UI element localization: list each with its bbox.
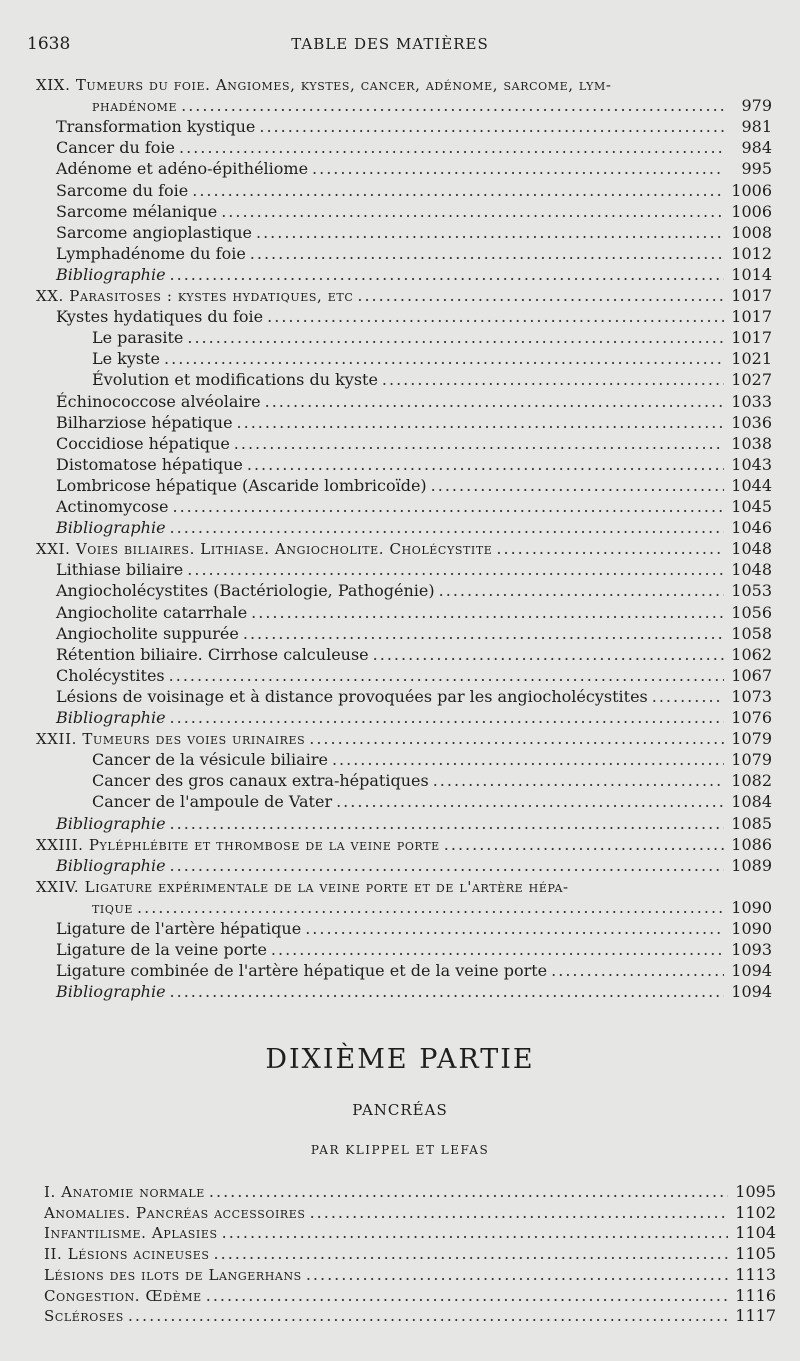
leader-dots [247,454,724,476]
toc-entry-label: Actinomycose [56,497,169,516]
toc-entry-page: 1090 [731,897,772,917]
toc-entry [36,728,772,750]
toc-entry-label: Lithiase biliaire [56,560,184,580]
leader-dots [332,749,724,771]
toc-entry-label: Lésions de voisinage et à distance provoquées par les angiocholécystites [56,686,648,706]
toc-entry [44,1222,776,1244]
toc-entry [44,1202,776,1224]
toc-entry-page: 1008 [731,222,772,242]
toc-entry-page: 1082 [731,771,772,791]
toc-entry [56,137,772,159]
toc-entry-label: Angiocholite suppurée [56,623,239,643]
toc-entry [56,602,772,624]
toc-entry [56,707,772,729]
toc-entry [56,559,772,581]
toc-entry [44,1305,776,1327]
toc-entry [56,665,772,687]
toc-entry-page: 1053 [731,581,772,601]
toc-entry [56,939,772,961]
toc-entry-label: Cholécystites [56,665,165,685]
leader-dots [137,897,724,919]
leader-dots [237,412,724,434]
toc-entry [56,222,772,244]
toc-entry-label: Angiocholite catarrhale [56,602,248,622]
toc-entry [56,496,772,518]
leader-dots [357,285,724,307]
toc-entry [56,433,772,455]
toc-entry [56,306,772,328]
leader-dots [170,855,724,877]
toc-entry-page: 1117 [735,1306,776,1326]
leader-dots [187,559,724,581]
toc-entry-label: Ligature combinée de l'artère hépatique et de la veine porte [56,961,548,981]
leader-dots [312,158,724,180]
toc-entry-page: 1094 [731,961,772,981]
toc-entry-label: XXII. Tumeurs des voies urinaires [36,730,306,749]
toc-entry [56,918,772,940]
toc-entry-page: 1017 [731,307,772,327]
leader-dots [259,116,724,138]
toc-entry-label: Transformation kystique [56,117,256,137]
toc-entry-label: Bibliographie [56,813,166,833]
leader-dots [206,1285,728,1307]
toc-entry [36,285,772,307]
toc-entry-page: 1056 [731,602,772,622]
toc-entry [56,454,772,476]
toc-entry-page: 1062 [731,644,772,664]
toc-entry [56,960,772,982]
toc-entry [56,391,772,413]
toc-entry-label: Scléroses [44,1307,124,1326]
page-number: 1638 [27,34,71,54]
leader-dots [170,264,724,286]
toc-entry-label: Sarcome mélanique [56,201,218,221]
toc-entry-page: 1094 [731,982,772,1002]
leader-dots [243,623,724,645]
toc-entry-page: 1093 [731,940,772,960]
toc-entry-label: XX. Parasitoses : kystes hydatiques, etc [36,287,354,305]
toc-entry-label: XXIII. Pyléphlébite et thrombose de la veine porte [36,835,440,854]
toc-entry-label: Ligature de l'artère hépatique [56,919,302,938]
toc-entry-page: 1017 [731,286,772,305]
toc-entry-page: 1076 [731,708,772,727]
leader-dots [265,391,724,413]
toc-entry [56,644,772,666]
toc-entry-label: Échinococcose alvéolaire [56,391,261,411]
leader-dots [192,180,724,202]
toc-entry-label: Lymphadénome du foie [56,243,246,263]
toc-entry-page: 1036 [731,412,772,432]
toc-entry-label: Cancer du foie [56,138,176,158]
toc-entry-label: XXI. Voies biliaires. Lithiase. Angiocholite. Cholécystite [36,540,493,559]
toc-entry [44,1243,776,1265]
leader-dots [170,707,724,729]
toc-entry-page: 1012 [731,243,772,263]
toc-entry-page: 1073 [731,686,772,706]
toc-entry-page: 1006 [731,180,772,200]
toc-entry-label: Kystes hydatiques du foie [56,307,264,327]
toc-entry [92,770,772,792]
leader-dots [305,918,724,940]
toc-entry-page: 1084 [731,792,772,812]
toc-entry-label: Ligature de la veine porte [56,940,267,960]
running-header [0,34,800,58]
toc-entry [92,897,772,919]
toc-entry-page: 981 [741,117,772,137]
toc-entry [56,158,772,180]
leader-dots [496,538,724,560]
leader-dots [128,1305,728,1327]
toc-entry-page: 1085 [731,813,772,833]
leader-dots [373,644,724,666]
toc-entry-label: Cancer des gros canaux extra-hépatiques [92,771,429,791]
toc-entry-label: Distomatose hépatique [56,454,243,474]
toc-entry [56,243,772,265]
toc-entry-page: 1116 [735,1285,776,1305]
toc-entry-page: 1048 [731,539,772,559]
toc-entry-label: Infantilisme. Aplasies [44,1224,218,1243]
toc-entry-page: 1043 [731,454,772,474]
toc-entry [56,180,772,202]
toc-entry [56,813,772,835]
toc-entry [56,116,772,138]
leader-dots [170,517,724,539]
toc-entry-page: 1102 [735,1202,776,1222]
toc-entry-label: Anomalies. Pancréas accessoires [44,1203,306,1222]
toc-entry [56,855,772,877]
leader-dots [170,813,724,835]
toc-entry-page: 1067 [731,665,772,685]
toc-entry-page: 1021 [731,349,772,369]
toc-entry-label: Sarcome angioplastique [56,222,252,242]
toc-entry [44,1285,776,1307]
leader-dots [551,960,724,982]
toc-entry [92,348,772,370]
toc-entry-label: Rétention biliaire. Cirrhose calculeuse [56,644,369,664]
toc-entry [56,475,772,497]
leader-dots [187,327,724,349]
toc-entry-label: Bibliographie [56,264,166,284]
toc-entry-label: Le kyste [92,349,161,369]
toc-entry-label: Cancer de l'ampoule de Vater [92,792,333,812]
toc-entry-label: tique [92,898,134,917]
leader-dots [444,834,724,856]
toc-entry [36,834,772,856]
toc-entry [36,538,772,560]
leader-dots [433,770,724,792]
part-subject: PANCRÉAS [352,1101,448,1119]
leader-dots [336,791,724,813]
leader-dots [170,981,724,1003]
toc-entry-page: 1027 [731,370,772,390]
toc-entry-page: 1044 [731,475,772,495]
leader-dots [181,95,724,117]
leader-dots [221,201,724,223]
leader-dots [164,348,724,370]
toc-entry-label: XXIV. Ligature expérimentale de la veine porte et de l'artère hépa- [36,877,569,896]
leader-dots [309,728,724,750]
toc-entry-label: Lésions des ilots de Langerhans [44,1265,302,1284]
toc-entry-label: Congestion. Œdème [44,1286,202,1305]
toc-entry [92,327,772,349]
toc-entry-label: II. Lésions acineuses [44,1245,210,1264]
toc-entry [56,264,772,286]
leader-dots [256,222,724,244]
toc-entry-label: Évolution et modifications du kyste [92,370,378,390]
toc-entry-page: 1046 [731,518,772,538]
toc-entry-page: 984 [741,138,772,158]
toc-entry-label: Lombricose hépatique (Ascaride lombricoïde) [56,475,427,495]
part-authors: PAR KLIPPEL ET LEFAS [310,1143,490,1157]
leader-dots [214,1243,728,1265]
toc-entry-page: 1017 [731,328,772,348]
toc-entry [56,981,772,1003]
toc-entry-label: I. Anatomie normale [44,1183,205,1201]
toc-entry-label: Bibliographie [56,518,166,538]
toc-entry-page: 1090 [731,919,772,938]
toc-entry [56,686,772,708]
toc-entry-page: 1079 [731,729,772,749]
toc-entry-label: XIX. Tumeurs du foie. Angiomes, kystes, cancer, adénome, sarcome, lym- [36,76,612,94]
leader-dots [652,686,724,708]
leader-dots [222,1222,728,1244]
toc-entry-label: Bibliographie [56,855,166,875]
toc-entry-page: 1079 [731,750,772,770]
toc-entry [92,749,772,771]
toc-entry-label: phadénome [92,97,178,116]
toc-entry-label: Bilharziose hépatique [56,412,233,432]
running-title: TABLE DES MATIÈRES [291,35,489,53]
leader-dots [234,433,724,455]
toc-entry-page: 995 [741,159,772,179]
toc-entry [56,412,772,434]
toc-entry [36,74,772,96]
toc-entry-label: Bibliographie [56,982,166,1002]
toc-entry-page: 1086 [731,834,772,854]
toc-entry-page: 1006 [731,201,772,221]
leader-dots [267,306,724,328]
toc-entry [44,1181,776,1203]
toc-entry-label: Le parasite [92,328,184,348]
toc-entry-page: 1048 [731,560,772,580]
toc-entry-page: 1038 [731,433,772,453]
leader-dots [251,602,724,624]
leader-dots [310,1202,728,1224]
part-heading: DIXIÈME PARTIE [265,1044,535,1075]
leader-dots [209,1181,728,1203]
toc-entry [56,201,772,223]
toc-entry-page: 1014 [731,264,772,284]
toc-entry [36,876,772,898]
toc-entry-page: 1033 [731,391,772,411]
leader-dots [172,496,724,518]
toc-entry [44,1264,776,1286]
toc-entry-label: Adénome et adéno-épithéliome [56,159,309,179]
leader-dots [271,939,724,961]
toc-entry-page: 1058 [731,623,772,643]
leader-dots [431,475,724,497]
toc-entry-label: Cancer de la vésicule biliaire [92,750,328,770]
toc-entry-page: 1095 [735,1182,776,1201]
toc-entry-page: 1113 [735,1264,776,1284]
toc-entry [56,517,772,539]
toc-entry-page: 1104 [735,1223,776,1243]
toc-entry [92,95,772,117]
toc-entry-label: Angiocholécystites (Bactériologie, Pathogénie) [56,581,435,601]
toc-entry-label: Coccidiose hépatique [56,433,230,453]
leader-dots [169,665,724,687]
toc-entry-page: 979 [741,96,772,116]
toc-entry [92,791,772,813]
leader-dots [306,1264,728,1286]
toc-entry-page: 1089 [731,855,772,875]
toc-entry [56,580,772,602]
leader-dots [439,580,724,602]
toc-entry-page: 1105 [735,1244,776,1264]
toc-entry [56,623,772,645]
toc-entry-page: 1045 [731,497,772,516]
toc-entry [92,369,772,391]
leader-dots [382,369,724,391]
leader-dots [179,137,724,159]
leader-dots [250,243,724,265]
toc-entry-label: Sarcome du foie [56,180,189,200]
toc-entry-label: Bibliographie [56,708,166,727]
